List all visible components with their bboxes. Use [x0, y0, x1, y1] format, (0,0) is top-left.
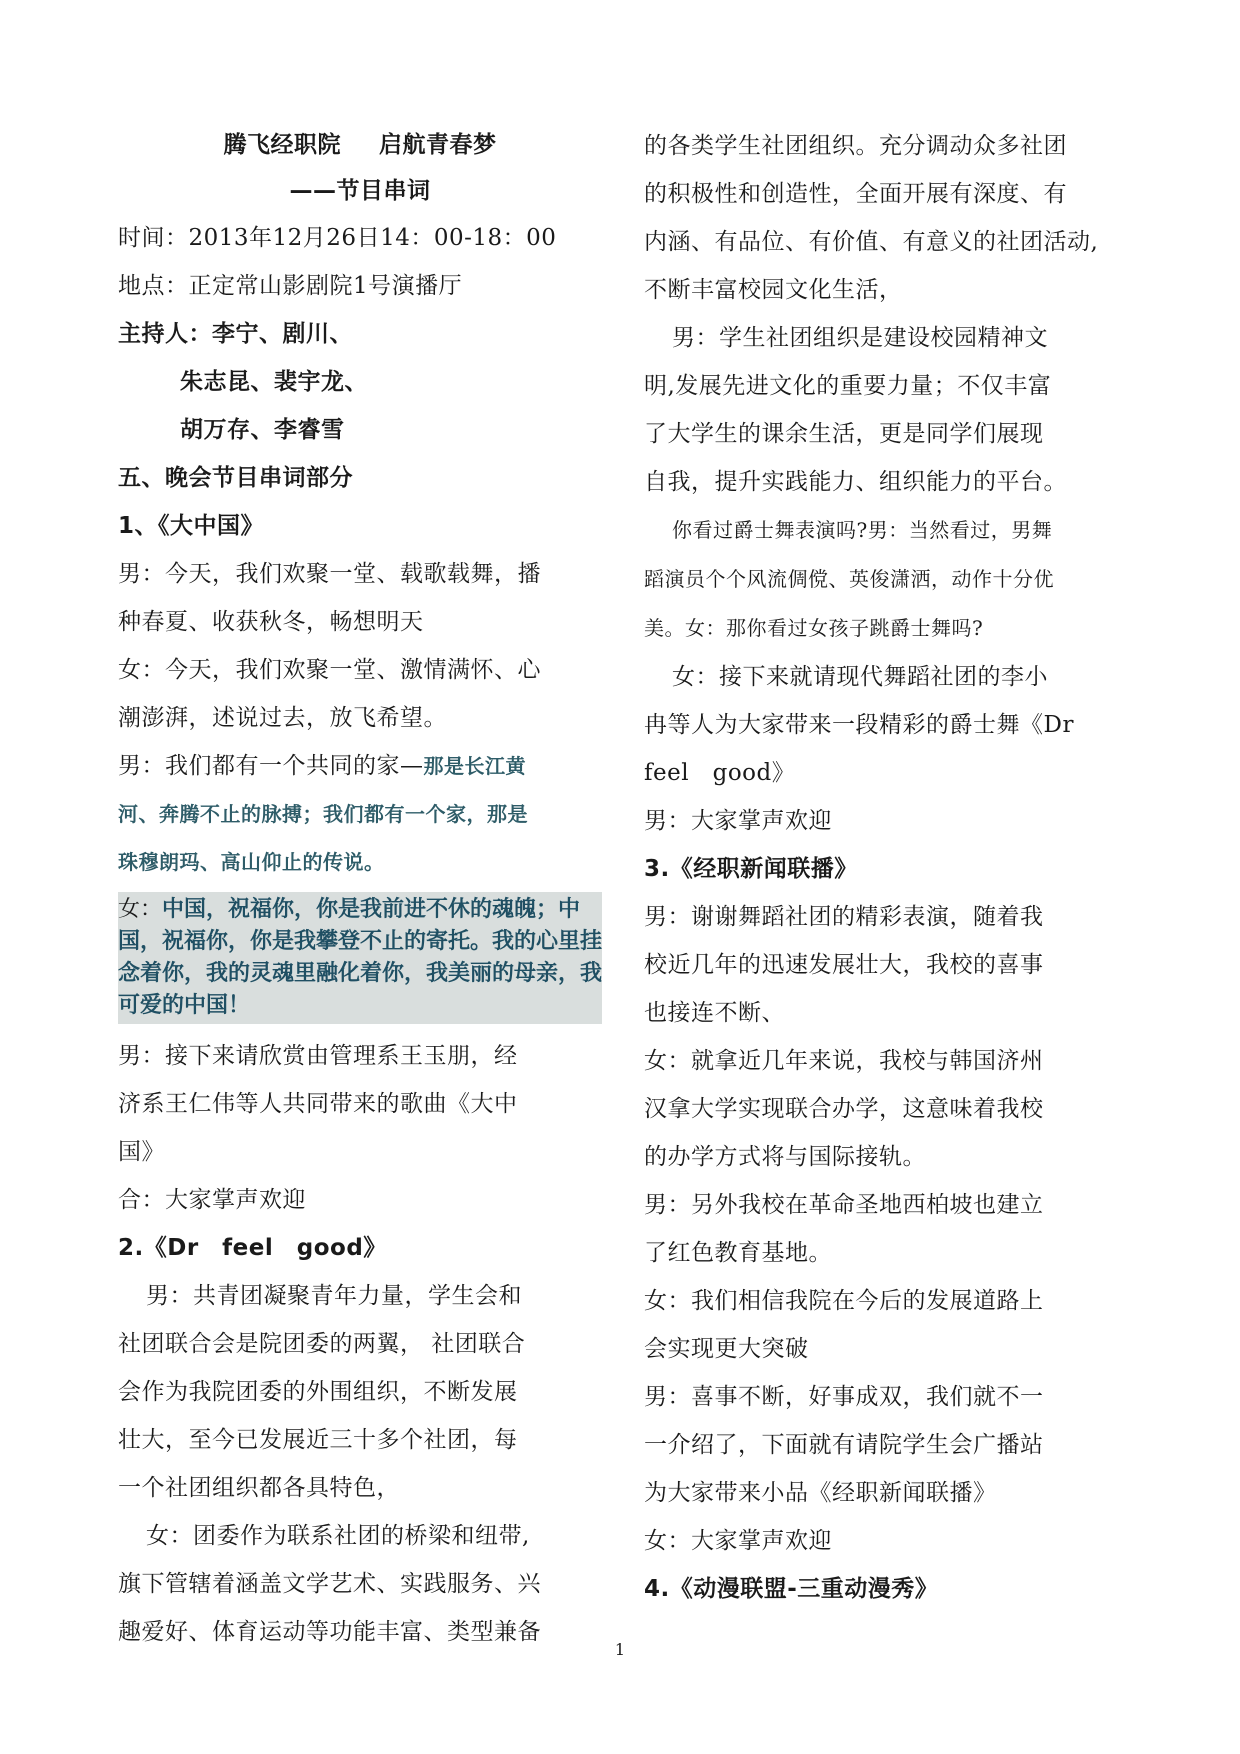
p1-female-2-lead: 女：	[118, 897, 163, 922]
r-small-1a: 你看过爵士舞表演吗?男：当然看过，男舞	[672, 518, 1053, 542]
r-male-1a: 男：学生社团组织是建设校园精神文	[672, 325, 1048, 351]
p2-male-1e: 一个社团组织都各具特色，	[118, 1475, 400, 1501]
p1-male-2-highlight-3: 珠穆朗玛、高山仰止的传说。	[118, 850, 385, 874]
p3-male-3b: 一介绍了，下面就有请院学生会广播站	[644, 1432, 1044, 1458]
p2-male-1b: 社团联合会是院团委的两翼， 社团联合	[118, 1331, 526, 1357]
r-male-1b: 明,发展先进文化的重要力量；不仅丰富	[644, 373, 1052, 399]
title-part-1: 腾飞经职院	[223, 132, 341, 158]
page-number: 1	[614, 1640, 626, 1659]
r-small-1b: 蹈演员个个风流倜傥、英俊潇洒，动作十分优	[644, 567, 1054, 591]
p3-female-1b: 汉拿大学实现联合办学，这意味着我校	[644, 1096, 1044, 1122]
r-male-2: 男：大家掌声欢迎	[644, 808, 832, 834]
r-female-2b: 冉等人为大家带来一段精彩的爵士舞《Dr	[644, 712, 1074, 738]
p2-male-1c: 会作为我院团委的外围组织，不断发展	[118, 1379, 518, 1405]
doc-subtitle: ——节目串词	[289, 178, 431, 204]
p3-female-2b: 会实现更大突破	[644, 1336, 809, 1362]
r-female-1d: 不断丰富校园文化生活，	[644, 277, 903, 303]
p1-female-1a: 女：今天，我们欢聚一堂、激情满怀、心	[118, 657, 541, 683]
p2-female-1b: 旗下管辖着涵盖文学艺术、实践服务、兴	[118, 1571, 541, 1597]
p1-male-1a: 男：今天，我们欢聚一堂、载歌载舞，播	[118, 561, 541, 587]
section-heading: 五、晚会节目串词部分	[118, 465, 353, 491]
p2-female-1a: 女：团委作为联系社团的桥梁和纽带,	[146, 1523, 530, 1549]
p1-male-2-lead: 男：我们都有一个共同的家—	[118, 753, 424, 779]
program-3-title: 3.《经职新闻联播》	[644, 856, 858, 882]
p3-female-1c: 的办学方式将与国际接轨。	[644, 1144, 926, 1170]
p2-female-1c: 趣爱好、体育运动等功能丰富、类型兼备	[118, 1619, 541, 1645]
doc-title	[118, 122, 602, 168]
title-part-2: 启航青春梦	[379, 132, 497, 158]
left-column	[118, 122, 602, 1656]
r-male-1c: 了大学生的课余生活，更是同学们展现	[644, 421, 1044, 447]
p3-male-1c: 也接连不断、	[644, 1000, 785, 1026]
p1-male-3a: 男：接下来请欣赏由管理系王玉朋，经	[118, 1043, 518, 1069]
p3-male-2a: 男：另外我校在革命圣地西柏坡也建立	[644, 1192, 1044, 1218]
p3-male-2b: 了红色教育基地。	[644, 1240, 832, 1266]
p2-male-1a: 男：共青团凝聚青年力量，学生会和	[146, 1283, 522, 1309]
p2-male-1d: 壮大，至今已发展近三十多个社团，每	[118, 1427, 518, 1453]
p3-male-3a: 男：喜事不断，好事成双，我们就不一	[644, 1384, 1044, 1410]
p1-male-3c: 国》	[118, 1139, 165, 1165]
right-column	[644, 122, 1106, 1613]
r-small-1c: 美。女：那你看过女孩子跳爵士舞吗?	[644, 616, 984, 640]
p1-together: 合：大家掌声欢迎	[118, 1187, 306, 1213]
p1-female-1b: 潮澎湃，述说过去，放飞希望。	[118, 705, 447, 731]
p1-male-3b: 济系王仁伟等人共同带来的歌曲《大中	[118, 1091, 518, 1117]
p1-male-2	[118, 742, 602, 790]
program-2-title: 2.《Dr feel good》	[118, 1235, 387, 1261]
p1-female-2-highlight	[118, 892, 602, 1024]
p3-male-1b: 校近几年的迅速发展壮大，我校的喜事	[644, 952, 1044, 978]
p1-male-2-highlight-1: 那是长江黄	[423, 754, 526, 778]
r-male-1d: 自我，提升实践能力、组织能力的平台。	[644, 469, 1067, 495]
p3-female-2a: 女：我们相信我院在今后的发展道路上	[644, 1288, 1044, 1314]
p3-male-1a: 男：谢谢舞蹈社团的精彩表演，随着我	[644, 904, 1044, 930]
p1-female-2-text: 中国，祝福你，你是我前进不休的魂魄；中国，祝福你，你是我攀登不止的寄托。我的心里挂念着你，我的灵魂里融化着你，我美丽的母亲，我可爱的中国！	[118, 897, 603, 1018]
program-4-title: 4.《动漫联盟-三重动漫秀》	[644, 1576, 939, 1602]
p3-male-3c: 为大家带来小品《经职新闻联播》	[644, 1480, 997, 1506]
p3-female-3: 女：大家掌声欢迎	[644, 1528, 832, 1554]
r-female-2a: 女：接下来就请现代舞蹈社团的李小	[672, 664, 1048, 690]
program-1-title: 1、《大中国》	[118, 513, 265, 539]
hosts-line-3: 胡万存、李睿雪	[180, 417, 345, 443]
p1-male-2-highlight-2: 河、奔腾不止的脉搏；我们都有一个家，那是	[118, 802, 528, 826]
hosts-line-1: 主持人：李宁、剧川、	[118, 321, 353, 347]
p1-male-1b: 种春夏、收获秋冬，畅想明天	[118, 609, 424, 635]
time-line: 时间：2013年12月26日14：00-18：00	[118, 225, 557, 251]
place-line: 地点：正定常山影剧院1号演播厅	[118, 273, 463, 299]
r-female-1a: 的各类学生社团组织。充分调动众多社团	[644, 133, 1067, 159]
r-female-1b: 的积极性和创造性，全面开展有深度、有	[644, 181, 1067, 207]
r-female-1c: 内涵、有品位、有价值、有意义的社团活动,	[644, 229, 1099, 255]
r-female-2c: feel good》	[644, 760, 796, 786]
hosts-line-2: 朱志昆、裴宇龙、	[180, 369, 368, 395]
p3-female-1a: 女：就拿近几年来说，我校与韩国济州	[644, 1048, 1044, 1074]
